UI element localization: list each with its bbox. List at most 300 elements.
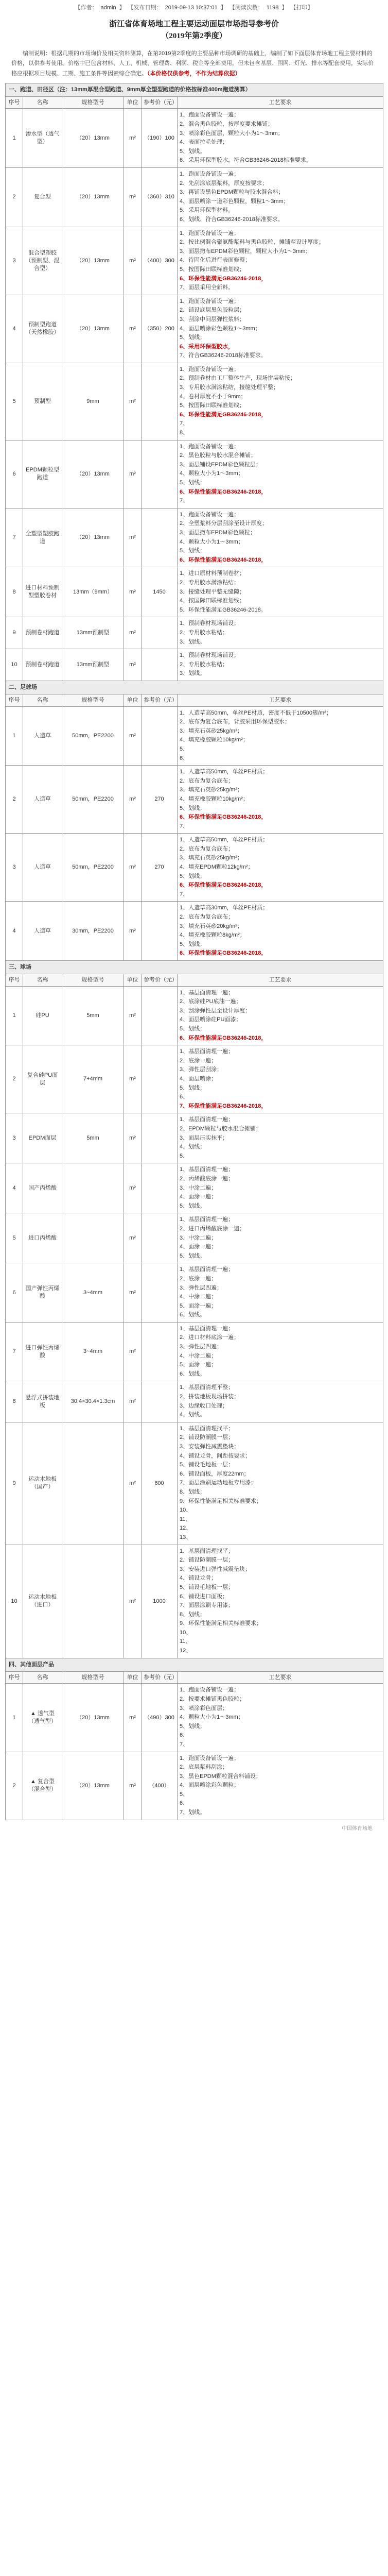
table-row xyxy=(6,1752,383,1820)
date-label: 【发布日期： xyxy=(128,4,162,11)
process-step: 7、 xyxy=(180,498,189,504)
process-step: 5、按国际田联标准划线； xyxy=(180,402,245,409)
intro-note: （本价格仅供参考，不作为结算依据） xyxy=(147,70,241,77)
column-header-row xyxy=(6,694,383,706)
cell-name: 人造草 xyxy=(23,706,62,766)
price-table-body xyxy=(6,83,383,1820)
process-step: 4、面层喷涂一道彩色颗粒，颗粒1～3mm； xyxy=(180,198,289,205)
header-spec: 规格型号 xyxy=(62,694,124,706)
cell-no: 8 xyxy=(6,1381,23,1422)
cell-unit: m² xyxy=(124,1113,142,1163)
process-step: 2、底涂一遍； xyxy=(180,1057,217,1064)
header-name: 名称 xyxy=(23,694,62,706)
table-row xyxy=(6,227,383,295)
cell-price: （400）300 xyxy=(142,227,178,295)
publish-date: 2019-09-13 10:37:01 xyxy=(165,4,218,11)
process-step: 1、基层面清理找平； xyxy=(180,1548,234,1554)
process-step: 2、EPDM颗粒与胶水混合摊铺； xyxy=(180,1126,261,1132)
cell-process xyxy=(178,706,383,766)
process-step: 1、基层面清理一遍； xyxy=(180,989,234,996)
process-step: 4、面层喷涂； xyxy=(180,1076,217,1082)
cell-spec: 30.4×30.4×1.3cm xyxy=(62,1381,124,1422)
process-step: 4、按国际田联标准划线； xyxy=(180,598,245,604)
process-step: 4、中涂二遍； xyxy=(180,1294,217,1300)
cell-name: 进口材料预制型塑胶卷材 xyxy=(23,567,62,617)
cell-no: 3 xyxy=(6,1113,23,1163)
process-step: 4、中涂二遍； xyxy=(180,1352,217,1359)
process-step: 2、铺设防潮膜一层； xyxy=(180,1434,234,1441)
process-step: 3、喷涂彩色面层； xyxy=(180,1705,228,1711)
table-row xyxy=(6,1045,383,1113)
cell-process xyxy=(178,440,383,508)
cell-name: ▲ 透气型（透气型） xyxy=(23,1684,62,1752)
cell-process xyxy=(178,1322,383,1381)
cell-process xyxy=(178,363,383,440)
article-meta-bar xyxy=(5,0,383,15)
cell-spec: （20）13mm xyxy=(62,1752,124,1820)
cell-price xyxy=(142,1163,178,1213)
process-step: 5、划线； xyxy=(180,941,206,947)
process-step: 3、填充石英砂25kg/m²； xyxy=(180,727,243,734)
process-step: 1、人造草高50mm，单丝PE材质； xyxy=(180,837,269,843)
process-step: 4、面涂一遍； xyxy=(180,1194,217,1200)
process-step: 7、符合GB36246-2018标准要求。 xyxy=(180,352,267,359)
header-spec: 规格型号 xyxy=(62,96,124,109)
cell-process xyxy=(178,1545,383,1658)
process-step: 2、拼装地板现场拼装； xyxy=(180,1394,240,1400)
section-header xyxy=(6,1658,383,1671)
process-step: 5、铺设毛地板一层； xyxy=(180,1462,234,1468)
cell-price: （490）300 xyxy=(142,1684,178,1752)
process-step: 1、跑面设备铺设一遍； xyxy=(180,298,240,304)
cell-process xyxy=(178,109,383,168)
cell-unit: m² xyxy=(124,649,142,681)
cell-no: 2 xyxy=(6,168,23,227)
process-step: 2、底布为复合底布； xyxy=(180,845,234,852)
process-step: 2、专用胶水满涂粘结； xyxy=(180,579,240,586)
process-step: 7、 xyxy=(180,891,189,897)
cell-no: 7 xyxy=(6,1322,23,1381)
cell-spec: （20）13mm xyxy=(62,168,124,227)
cell-process xyxy=(178,1045,383,1113)
cell-spec xyxy=(62,1163,124,1213)
process-step: 4、卷材厚度不小于9mm； xyxy=(180,393,246,400)
title-line-2: （2019年第2季度） xyxy=(161,31,227,40)
process-step: 1、跑面设备铺设一遍； xyxy=(180,230,240,236)
process-step: 6、铺设面板，厚度22mm； xyxy=(180,1470,250,1477)
process-step: 12、 xyxy=(180,1525,192,1532)
cell-name: 悬浮式拼装地板 xyxy=(23,1381,62,1422)
header-no: 序号 xyxy=(6,96,23,109)
process-step: 2、底层浆料刮涂； xyxy=(180,1764,228,1771)
cell-process xyxy=(178,295,383,363)
header-process: 工艺要求 xyxy=(178,96,383,109)
table-row xyxy=(6,1263,383,1323)
cell-price xyxy=(142,1045,178,1113)
header-unit: 单位 xyxy=(124,694,142,706)
intro-text: 编制说明：根据几期的市场询价及相关资料测算，在第2019第2季度的主要品种市场调研的基础上，编制了如下面层体育场地工程主要材料的价格，以供参考使用。价格中已包含材料、人工、机械、管理费、利润、税金等全部费用，但未包含基层、围网、灯光、排水等配套费用，实际价格应根据项目规模、工期、施工条件等因素综合确定。 xyxy=(11,50,374,77)
process-step: 2、丙烯酸底涂一遍； xyxy=(180,1175,234,1182)
table-row xyxy=(6,617,383,649)
process-step: 4、铺设龙骨，间距按要求； xyxy=(180,1452,251,1459)
process-step: 2、专用胶水粘结； xyxy=(180,661,228,668)
process-step: 5、面涂一遍； xyxy=(180,1302,217,1309)
cell-name: EPDM颗粒型跑道 xyxy=(23,440,62,508)
process-step: 5、划线； xyxy=(180,334,206,341)
cell-unit: m² xyxy=(124,508,142,567)
process-step: 1、跑面设备铺设一遍； xyxy=(180,366,240,372)
cell-price: 270 xyxy=(142,766,178,834)
process-step: 2、铺设底层黑色胶粒层； xyxy=(180,307,245,314)
process-step: 6、环保性能满足GB36246-2018， xyxy=(180,275,267,282)
cell-no: 2 xyxy=(6,1045,23,1113)
cell-name: 国产丙烯酸 xyxy=(23,1163,62,1213)
process-step: 2、预制卷材由工厂整体生产，现场拼装粘接； xyxy=(180,375,296,382)
cell-process xyxy=(178,902,383,961)
header-no: 序号 xyxy=(6,1671,23,1684)
title-line-1: 浙江省体育场地工程主要运动面层市场指导参考价 xyxy=(109,20,279,28)
cell-spec: （20）13mm xyxy=(62,295,124,363)
cell-name: 进口弹性丙烯酸 xyxy=(23,1322,62,1381)
cell-no: 2 xyxy=(6,1752,23,1820)
process-step: 1、基层面清理平整； xyxy=(180,1384,234,1391)
header-price: 参考价（元） xyxy=(142,96,178,109)
cell-unit: m² xyxy=(124,109,142,168)
cell-process xyxy=(178,834,383,902)
process-step: 5、划线。 xyxy=(180,1202,206,1209)
process-step: 4、填充橡胶颗粒10kg/m²； xyxy=(180,795,249,802)
cell-price xyxy=(142,706,178,766)
cell-no: 9 xyxy=(6,617,23,649)
process-step: 4、待固化后进行表面修整； xyxy=(180,257,251,264)
cell-name: 渗水型（透气型） xyxy=(23,109,62,168)
cell-spec: （20）13mm xyxy=(62,109,124,168)
header-process: 工艺要求 xyxy=(178,974,383,986)
table-row xyxy=(6,1684,383,1752)
table-row xyxy=(6,986,383,1045)
process-step: 5、划线； xyxy=(180,1026,206,1032)
table-row xyxy=(6,706,383,766)
process-step: 3、填充石英砂20kg/m²； xyxy=(180,923,243,929)
process-step: 1、基层面清理找平； xyxy=(180,1425,234,1432)
process-step: 6、环保性能满足GB36246-2018， xyxy=(180,1035,267,1041)
process-step: 2、专用胶水粘结； xyxy=(180,629,228,636)
process-step: 1、人造草高50mm，单丝PE材质； xyxy=(180,769,269,775)
cell-spec: （20）13mm xyxy=(62,508,124,567)
header-process: 工艺要求 xyxy=(178,1671,383,1684)
cell-name: 进口丙烯酸 xyxy=(23,1213,62,1263)
header-process: 工艺要求 xyxy=(178,694,383,706)
view-count: 1198 xyxy=(266,4,279,11)
document-title xyxy=(5,19,383,42)
cell-process xyxy=(178,508,383,567)
header-price: 参考价（元） xyxy=(142,974,178,986)
process-step: 11、 xyxy=(180,1638,191,1645)
cell-spec: （20）13mm xyxy=(62,1684,124,1752)
cell-no: 4 xyxy=(6,902,23,961)
price-table xyxy=(5,83,383,1820)
process-step: 6、铺设进口面板； xyxy=(180,1593,228,1600)
cell-price: 270 xyxy=(142,834,178,902)
process-step: 1、基层面清理一遍； xyxy=(180,1266,234,1273)
process-step: 6、采用环保型胶水，符合GB36246-2018标准要求。 xyxy=(180,157,312,164)
process-step: 4、铺设龙骨； xyxy=(180,1575,217,1582)
cell-price xyxy=(142,649,178,681)
process-step: 1、人造草高50mm，单丝PE材质，密度不低于10500簇/m²； xyxy=(180,709,332,716)
process-step: 7、 xyxy=(180,1741,189,1748)
process-step: 6、 xyxy=(180,755,189,761)
cell-name: 人造草 xyxy=(23,766,62,834)
process-step: 7、 xyxy=(180,823,189,829)
process-step: 5、环保性能满足GB36246-2018。 xyxy=(180,606,267,613)
cell-no: 3 xyxy=(6,834,23,902)
table-row xyxy=(6,1322,383,1381)
cell-price xyxy=(142,440,178,508)
cell-no: 5 xyxy=(6,363,23,440)
cell-spec: （20）13mm xyxy=(62,440,124,508)
process-step: 7、环保性能满足GB36246-2018， xyxy=(180,1103,267,1109)
cell-name: 运动木地板（国产） xyxy=(23,1422,62,1545)
process-step: 6、 xyxy=(180,1732,189,1739)
cell-price: （190）100 xyxy=(142,109,178,168)
cell-process xyxy=(178,1113,383,1163)
cell-unit: m² xyxy=(124,1213,142,1263)
cell-name: 预制卷材跑道 xyxy=(23,617,62,649)
header-unit: 单位 xyxy=(124,96,142,109)
cell-unit: m² xyxy=(124,1163,142,1213)
cell-no: 1 xyxy=(6,1684,23,1752)
process-step: 3、填充石英砂25kg/m²； xyxy=(180,787,243,793)
process-step: 2、底涂一遍； xyxy=(180,1275,217,1282)
process-step: 5、划线； xyxy=(180,805,206,811)
table-row xyxy=(6,508,383,567)
cell-unit: m² xyxy=(124,168,142,227)
process-step: 2、进口丙烯酸底涂一遍； xyxy=(180,1225,245,1232)
cell-unit: m² xyxy=(124,617,142,649)
process-step: 3、面层压实抹平； xyxy=(180,1134,228,1141)
cell-price xyxy=(142,1213,178,1263)
process-step: 3、面层撒布EPDM彩色颗粒； xyxy=(180,529,256,536)
cell-no: 5 xyxy=(6,1213,23,1263)
process-step: 5、面涂一遍； xyxy=(180,1362,217,1368)
cell-process xyxy=(178,986,383,1045)
process-step: 6、采用环保型胶水， xyxy=(180,343,234,350)
table-row xyxy=(6,440,383,508)
table-row xyxy=(6,168,383,227)
cell-process xyxy=(178,1263,383,1323)
process-step: 2、铺设防潮膜一层； xyxy=(180,1557,234,1564)
process-step: 6、 xyxy=(180,1800,189,1807)
cell-unit: m² xyxy=(124,834,142,902)
process-step: 4、填充EPDM颗粒12kg/m²； xyxy=(180,864,254,871)
process-step: 6、划线。 xyxy=(180,1312,206,1318)
cell-price: （350）200 xyxy=(142,295,178,363)
process-step: 4、表面拉毛处理； xyxy=(180,139,228,146)
cell-unit: m² xyxy=(124,1263,142,1323)
cell-spec: 9mm xyxy=(62,363,124,440)
cell-spec: 13mm预制型 xyxy=(62,649,124,681)
process-step: 4、面层喷涂硅PU面漆； xyxy=(180,1016,242,1023)
process-step: 2、底涂硅PU底油一遍； xyxy=(180,998,242,1005)
process-step: 3、喷涂彩色面层，颗粒大小为1～3mm； xyxy=(180,130,284,137)
header-price: 参考价（元） xyxy=(142,1671,178,1684)
process-step: 6、环保性能满足GB36246-2018， xyxy=(180,556,267,563)
process-step: 3、弹性层四遍； xyxy=(180,1284,223,1291)
cell-unit: m² xyxy=(124,363,142,440)
header-no: 序号 xyxy=(6,974,23,986)
process-step: 4、填充橡胶颗粒10kg/m²； xyxy=(180,737,249,743)
process-step: 6、环保性能满足GB36246-2018， xyxy=(180,488,267,495)
table-row xyxy=(6,567,383,617)
header-price: 参考价（元） xyxy=(142,694,178,706)
process-step: 5、采用环保型材料。 xyxy=(180,207,234,214)
process-step: 10、 xyxy=(180,1507,192,1514)
column-header-row xyxy=(6,96,383,109)
section-title: 四、其他面层产品 xyxy=(6,1658,383,1671)
table-row xyxy=(6,1545,383,1658)
cell-name: 运动木地板（进口） xyxy=(23,1545,62,1658)
cell-price: （400） xyxy=(142,1752,178,1820)
process-step: 4、颗粒大小为1～3mm； xyxy=(180,1714,244,1721)
table-row xyxy=(6,1422,383,1545)
cell-unit: m² xyxy=(124,1422,142,1545)
cell-spec: （20）13mm xyxy=(62,227,124,295)
table-row xyxy=(6,1213,383,1263)
watermark: 中国体育场地 xyxy=(342,1825,373,1832)
cell-name: 预制型 xyxy=(23,363,62,440)
process-step: 3、再铺设黑色EPDM颗粒与胶水混合料； xyxy=(180,189,284,196)
process-step: 3、弹性层刮涂； xyxy=(180,1066,223,1073)
process-step: 3、边缘收口处理； xyxy=(180,1402,228,1409)
process-step: 1、跑面设备铺设一遍； xyxy=(180,171,240,177)
process-step: 1、基层面清理一遍； xyxy=(180,1116,234,1123)
cell-spec: 50mm，PE2200 xyxy=(62,706,124,766)
process-step: 10、 xyxy=(180,1629,192,1636)
cell-no: 10 xyxy=(6,1545,23,1658)
cell-unit: m² xyxy=(124,567,142,617)
process-step: 5、划线。 xyxy=(180,148,206,155)
cell-name: 复合硅PU面层 xyxy=(23,1045,62,1113)
process-step: 5、 xyxy=(180,1153,189,1159)
cell-unit: m² xyxy=(124,986,142,1045)
process-step: 4、面涂一遍； xyxy=(180,1244,217,1250)
cell-price xyxy=(142,1113,178,1163)
process-step: 2、按比例混合聚氨酯浆料与黑色胶粒，摊铺至设计厚度； xyxy=(180,239,325,246)
cell-spec: 7+4mm xyxy=(62,1045,124,1113)
cell-name: 混合型塑胶（预制型、混合型） xyxy=(23,227,62,295)
cell-unit: m² xyxy=(124,1381,142,1422)
cell-unit: m² xyxy=(124,1322,142,1381)
cell-spec: 13mm预制型 xyxy=(62,617,124,649)
process-step: 9、环保性能满足相关标准要求； xyxy=(180,1620,262,1627)
print-link[interactable]: 【打印】 xyxy=(290,4,313,11)
process-step: 3、弹性层四遍； xyxy=(180,1344,223,1350)
cell-process xyxy=(178,567,383,617)
section-header xyxy=(6,681,383,694)
cell-name: 预制卷材跑道 xyxy=(23,649,62,681)
publisher-label: 【作者： xyxy=(75,4,98,11)
column-header-row xyxy=(6,1671,383,1684)
views-end: 】 xyxy=(281,4,288,11)
process-step: 5、 xyxy=(180,1791,189,1798)
process-step: 3、填充石英砂25kg/m²； xyxy=(180,855,243,861)
cell-price xyxy=(142,617,178,649)
process-step: 4、划线； xyxy=(180,1144,206,1150)
process-step: 3、安装弹性减震垫块； xyxy=(180,1444,240,1450)
process-step: 4、颗粒大小为1～3mm； xyxy=(180,538,244,545)
cell-no: 3 xyxy=(6,227,23,295)
process-step: 3、刮涂弹性层至设计厚度； xyxy=(180,1007,251,1014)
section-title: 一、跑道、田径区（注：13mm厚混合型跑道、9mm厚全塑型跑道的价格按标准400m跑道测算） xyxy=(6,83,383,96)
cell-name: 预制型跑道（天然橡胶） xyxy=(23,295,62,363)
cell-unit: m² xyxy=(124,1045,142,1113)
cell-no: 1 xyxy=(6,986,23,1045)
process-step: 6、环保性能满足GB36246-2018， xyxy=(180,814,267,821)
process-step: 5、按国际田联标准划线； xyxy=(180,266,245,273)
cell-price xyxy=(142,986,178,1045)
process-step: 2、底布为复合底布，背胶采用环保型胶水； xyxy=(180,719,291,725)
cell-process xyxy=(178,1381,383,1422)
publisher-name: admin xyxy=(100,4,116,11)
cell-process xyxy=(178,1684,383,1752)
process-step: 4、颗粒大小为1～3mm； xyxy=(180,470,244,477)
process-step: 3、面层铺设EPDM彩色颗粒层； xyxy=(180,461,261,468)
cell-no: 10 xyxy=(6,649,23,681)
cell-no: 4 xyxy=(6,1163,23,1213)
process-step: 3、划线。 xyxy=(180,638,206,645)
cell-no: 1 xyxy=(6,706,23,766)
cell-spec xyxy=(62,1213,124,1263)
cell-process xyxy=(178,1163,383,1213)
process-step: 3、中涂二遍； xyxy=(180,1184,217,1191)
process-step: 9、环保性能满足相关标准要求； xyxy=(180,1498,262,1504)
cell-no: 2 xyxy=(6,766,23,834)
process-step: 7、面层涂刷专用漆； xyxy=(180,1602,234,1609)
process-step: 6、 xyxy=(180,1094,189,1100)
cell-process xyxy=(178,168,383,227)
table-row xyxy=(6,295,383,363)
cell-spec: 50mm，PE2200 xyxy=(62,834,124,902)
table-row xyxy=(6,109,383,168)
cell-spec: 3~4mm xyxy=(62,1322,124,1381)
process-step: 1、基层面清理一遍； xyxy=(180,1325,234,1332)
header-spec: 规格型号 xyxy=(62,1671,124,1684)
cell-unit: m² xyxy=(124,902,142,961)
process-step: 5、划线； xyxy=(180,1723,206,1730)
header-name: 名称 xyxy=(23,96,62,109)
process-step: 1、进口原材料预制卷材； xyxy=(180,570,245,577)
cell-no: 6 xyxy=(6,440,23,508)
cell-spec: 3~4mm xyxy=(62,1263,124,1323)
process-step: 2、黑色胶粒与胶水混合摊铺； xyxy=(180,452,257,459)
process-step: 2、先刮涂底层浆料，厚度按要求； xyxy=(180,180,268,187)
cell-spec xyxy=(62,1545,124,1658)
process-step: 12、 xyxy=(180,1648,192,1654)
cell-spec: 30mm，PE2200 xyxy=(62,902,124,961)
process-step: 8、划线； xyxy=(180,1488,206,1495)
header-spec: 规格型号 xyxy=(62,974,124,986)
process-step: 5、铺设毛地板一层； xyxy=(180,1584,234,1590)
table-row xyxy=(6,649,383,681)
process-step: 3、划线。 xyxy=(180,670,206,677)
cell-name: ▲ 复合型（混合型） xyxy=(23,1752,62,1820)
cell-process xyxy=(178,227,383,295)
cell-price: 1000 xyxy=(142,1545,178,1658)
process-step: 6、划线、符合GB36246-2018标准要求。 xyxy=(180,216,284,223)
process-step: 3、接缝处理平整无缝隙； xyxy=(180,588,245,595)
cell-unit: m² xyxy=(124,1684,142,1752)
process-step: 1、跑面设备铺设一遍； xyxy=(180,1687,240,1693)
